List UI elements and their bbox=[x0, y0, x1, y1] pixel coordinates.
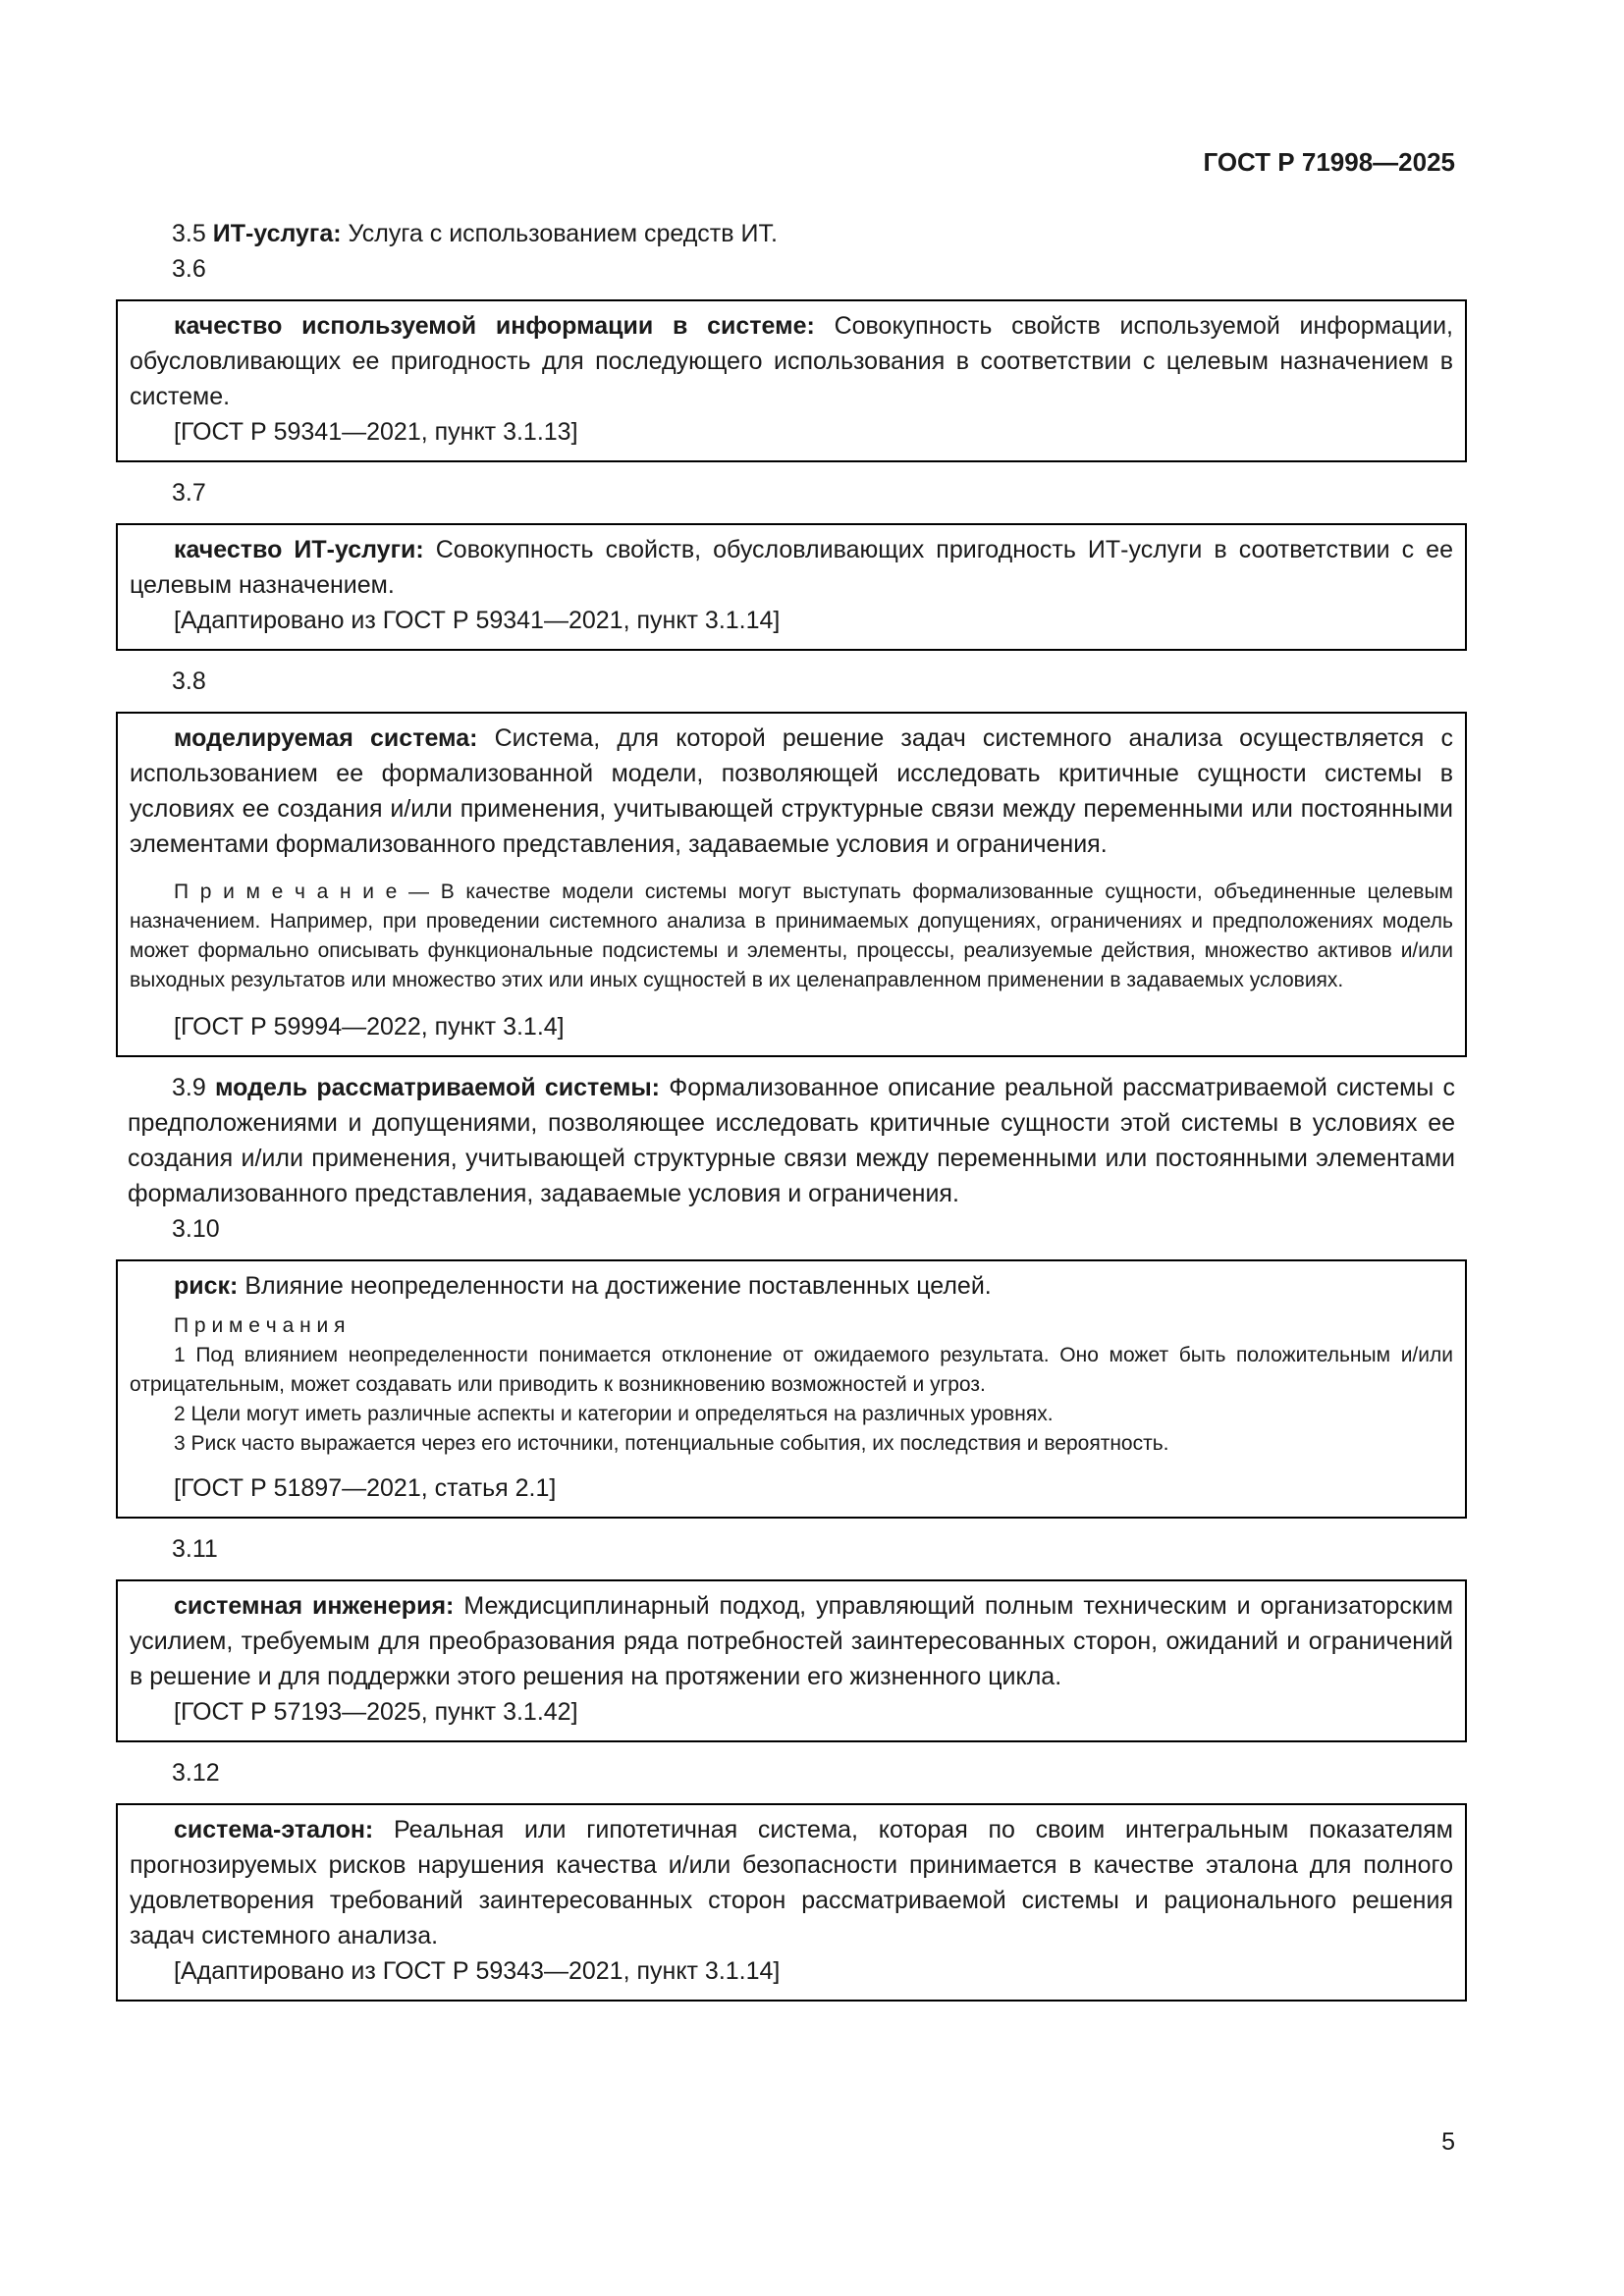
definition-text: Влияние неопределенности на достижение поставленных целей. bbox=[244, 1272, 992, 1300]
term-considered-system-model: модель рассматриваемой системы: bbox=[215, 1074, 661, 1101]
clause-number: 3.12 bbox=[172, 1759, 220, 1787]
source-reference: [ГОСТ Р 59341—2021, пункт 3.1.13] bbox=[174, 418, 578, 446]
document-code: ГОСТ Р 71998—2025 bbox=[1203, 147, 1455, 177]
definition-paragraph bbox=[130, 1268, 1453, 1304]
source-reference: [Адаптировано из ГОСТ Р 59341—2021, пункт 3.1.14] bbox=[174, 607, 781, 634]
term-it-service: ИТ-услуга: bbox=[212, 220, 342, 247]
clause-number-3-12 bbox=[128, 1755, 1455, 1790]
notes-title: П р и м е ч а н и я bbox=[174, 1314, 346, 1337]
clause-number-3-6 bbox=[128, 251, 1455, 287]
clause-number-3-10 bbox=[128, 1211, 1455, 1247]
page-number: 5 bbox=[1441, 2128, 1455, 2156]
definition-paragraph bbox=[130, 308, 1453, 414]
running-header bbox=[128, 147, 1455, 177]
definition-text: Система, для которой решение задач системного анализа осуществляется с использованием ее формализованной модели, позволяющей исследовать критичные сущности системы в условиях ее создания и/или применения, учитывающей структурные связи между переменными или постоянными элементами формализованного представления, задаваемые условия и ограничения. bbox=[130, 724, 1453, 858]
notes-group bbox=[130, 1311, 1453, 1459]
term-modeled-system: моделируемая система: bbox=[174, 724, 478, 752]
source-reference: [ГОСТ Р 57193—2025, пункт 3.1.42] bbox=[174, 1698, 578, 1726]
term-it-service-quality: качество ИТ-услуги: bbox=[174, 536, 424, 563]
definition-paragraph bbox=[130, 532, 1453, 603]
clause-3-5 bbox=[128, 216, 1455, 251]
definition-paragraph bbox=[130, 721, 1453, 862]
note-paragraph: П р и м е ч а н и е — В качестве модели системы могут выступать формализованные сущности, объединенные целевым назначением. Например, при проведении системного анализа в принимаемых допущениях, ограничениях и предположениях модель может формально описывать функциональные подсистемы и элементы, процессы, реализуемые действия, множество активов и/или выходных результатов или множество этих или иных сущностей в их целенаправленном применении в задаваемых условиях. bbox=[130, 881, 1453, 991]
clause-number: 3.5 bbox=[172, 220, 206, 247]
clause-number: 3.6 bbox=[172, 255, 206, 283]
term-reference-system: система-эталон: bbox=[174, 1816, 374, 1843]
definition-box-reference-system bbox=[116, 1803, 1467, 2002]
definition-paragraph bbox=[130, 1812, 1453, 1953]
clause-number: 3.9 bbox=[172, 1074, 206, 1101]
clause-number: 3.11 bbox=[172, 1535, 218, 1563]
clause-number-3-7 bbox=[128, 475, 1455, 510]
source-reference: [ГОСТ Р 59994—2022, пункт 3.1.4] bbox=[174, 1013, 565, 1041]
definition-box-systems-engineering bbox=[116, 1579, 1467, 1742]
definition-text: Совокупность свойств используемой информации, обусловливающих ее пригодность для последующего использования в соответствии с целевым назначением в системе. bbox=[130, 312, 1453, 410]
definition-text: Совокупность свойств, обусловливающих пригодность ИТ-услуги в соответствии с ее целевым назначением. bbox=[130, 536, 1453, 599]
source-reference: [Адаптировано из ГОСТ Р 59343—2021, пункт 3.1.14] bbox=[174, 1957, 781, 1985]
definition-text: Реальная или гипотетичная система, которая по своим интегральным показателям прогнозируемых рисков нарушения качества и/или безопасности принимается в качестве эталона для полного удовлетворения требований заинтересованных сторон рассматриваемой системы и рационального решения задач системного анализа. bbox=[130, 1816, 1453, 1949]
definition-text: Услуга с использованием средств ИТ. bbox=[348, 220, 778, 247]
clause-3-9 bbox=[128, 1070, 1455, 1211]
clause-number: 3.7 bbox=[172, 479, 206, 507]
definition-box-information-quality bbox=[116, 299, 1467, 462]
definition-text: Формализованное описание реальной рассматриваемой системы с предположениями и допущениями, позволяющее исследовать критичные сущности этой системы в условиях ее создания и/или применения, учитывающей структурные связи между переменными или постоянными элементами формализованного представления, задаваемые условия и ограничения. bbox=[128, 1074, 1455, 1207]
note-item-2: 2 Цели могут иметь различные аспекты и категории и определяться на различных уровнях. bbox=[174, 1403, 1054, 1425]
note-item-3: 3 Риск часто выражается через его источники, потенциальные события, их последствия и вероятность. bbox=[174, 1432, 1169, 1455]
definition-box-risk bbox=[116, 1259, 1467, 1519]
definition-paragraph bbox=[130, 1588, 1453, 1694]
source-reference: [ГОСТ Р 51897—2021, статья 2.1] bbox=[174, 1474, 557, 1502]
note-item-1: 1 Под влиянием неопределенности понимается отклонение от ожидаемого результата. Оно может быть положительным и/или отрицательным, может создавать или приводить к возникновению возможностей и угроз. bbox=[130, 1344, 1453, 1396]
clause-number: 3.10 bbox=[172, 1215, 220, 1243]
definition-box-modeled-system bbox=[116, 712, 1467, 1057]
clause-number-3-11 bbox=[128, 1531, 1455, 1567]
term-systems-engineering: системная инженерия: bbox=[174, 1592, 455, 1620]
clause-number-3-8 bbox=[128, 664, 1455, 699]
term-risk: риск: bbox=[174, 1272, 239, 1300]
clause-number: 3.8 bbox=[172, 667, 206, 695]
page-content bbox=[128, 216, 1455, 2002]
term-information-quality: качество используемой информации в системе: bbox=[174, 312, 815, 340]
definition-text: Междисциплинарный подход, управляющий полным техническим и организаторским усилием, требуемым для преобразования ряда потребностей заинтересованных сторон, ожиданий и ограничений в решение и для поддержки этого решения на протяжении его жизненного цикла. bbox=[130, 1592, 1454, 1690]
definition-box-it-service-quality bbox=[116, 523, 1467, 651]
